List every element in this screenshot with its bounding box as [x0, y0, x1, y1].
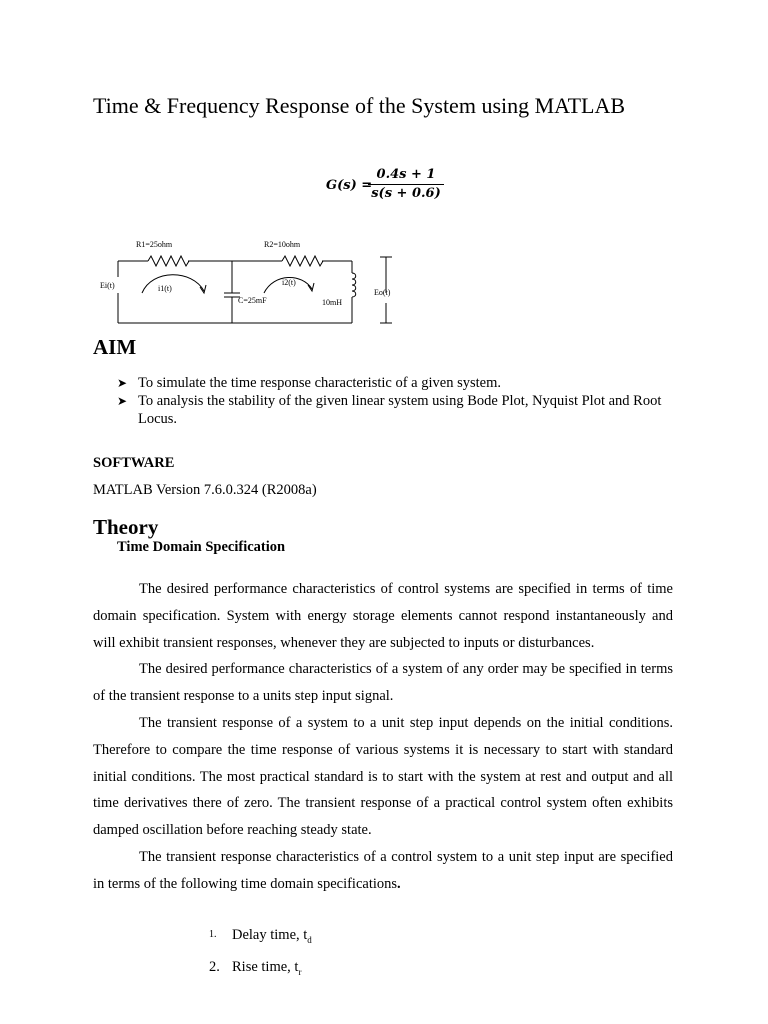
theory-paragraph: The desired performance characteristics of a system of any order may be specified in terms of the transient response to a units step input signal. — [93, 661, 673, 705]
equation-fraction — [368, 166, 444, 203]
list-label: Delay time, t — [232, 927, 308, 943]
aim-bullet-item — [117, 374, 677, 392]
label-i1: i1(t) — [158, 284, 172, 293]
resistor-r1 — [148, 256, 189, 266]
label-i2: i2(t) — [282, 278, 296, 287]
label-r1: R1=25ohm — [136, 240, 173, 249]
aim-bullet-text: To simulate the time response characteristic of a given system. — [138, 375, 501, 391]
circuit-diagram — [92, 233, 410, 329]
aim-bullet-text: To analysis the stability of the given linear system using Bode Plot, Nyquist Plot and Root Locus. — [138, 393, 662, 427]
list-subscript: d — [307, 934, 312, 945]
loop-arrow-1 — [142, 275, 204, 293]
software-version: MATLAB Version 7.6.0.324 (R2008a) — [93, 482, 317, 498]
aim-bullet-list — [117, 374, 677, 428]
inductor — [352, 273, 356, 297]
transfer-function-equation — [326, 166, 446, 206]
label-r2: R2=10ohm — [264, 240, 301, 249]
list-number: 1. — [209, 929, 217, 940]
theory-paragraph-text: The transient response characteristics of a control system to a unit step input are specified in terms of the following time domain specifications — [93, 848, 673, 892]
page-title: Time & Frequency Response of the System using MATLAB — [93, 93, 626, 118]
list-label: Rise time, t — [232, 958, 299, 975]
list-subscript: r — [298, 966, 302, 977]
aim-heading: AIM — [93, 335, 137, 359]
arrow-bullet-icon: ➤ — [117, 394, 128, 408]
paragraph-end-period: . — [397, 875, 401, 892]
equation-lhs: G(s) = — [326, 178, 373, 193]
theory-paragraph: The transient response of a system to a unit step input depends on the initial conditions. Therefore to compare the time response of various systems it is necessary to start with standard initial conditions. The most practical standard is to start with the system at rest and output and all time derivatives there of zero. The transient response of a practical control system often exhibits damped oscillation before reaching steady state. — [93, 714, 673, 839]
theory-heading: Theory — [93, 515, 159, 539]
list-item — [209, 954, 312, 986]
label-eo: Eo(t) — [374, 288, 391, 297]
theory-subheading: Time Domain Specification — [117, 539, 286, 555]
software-heading: SOFTWARE — [93, 455, 175, 471]
time-spec-list — [209, 922, 312, 985]
list-number: 2. — [209, 958, 220, 975]
label-l: 10mH — [322, 298, 342, 307]
label-c: C=25mF — [238, 296, 267, 305]
theory-paragraph: The desired performance characteristics of control systems are specified in terms of time domain specification. System with energy storage elements cannot respond instantaneously and will exhibit transient responses, whenever they are subjected to inputs or disturbances. — [93, 581, 673, 651]
theory-paragraph — [93, 844, 673, 898]
aim-bullet-item — [117, 392, 677, 428]
capacitor — [224, 261, 240, 323]
label-ei: Ei(t) — [100, 281, 115, 290]
arrow-bullet-icon: ➤ — [117, 376, 128, 390]
equation-denominator: s(s + 0.6) — [371, 186, 441, 201]
list-item — [209, 922, 312, 954]
resistor-r2 — [282, 256, 323, 266]
theory-body — [93, 576, 673, 898]
equation-numerator: 0.4s + 1 — [376, 167, 436, 182]
